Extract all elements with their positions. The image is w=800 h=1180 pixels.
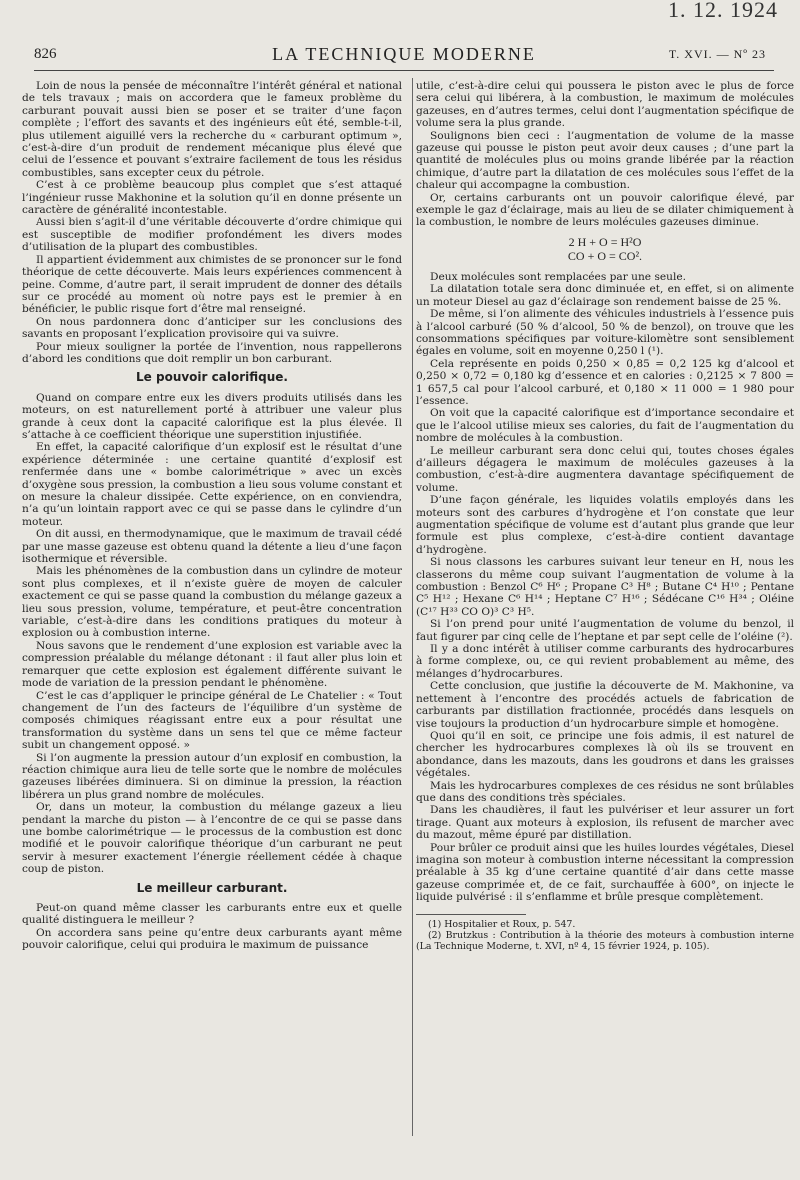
paragraph: Pour brûler ce produit ainsi que les huiles lourdes végétales, Diesel imagina son moteur à combustion interne nécessitant la compression préalable à 35 kg d’une certaine quantité d’air dans cette masse gazeuse comprimée et, de ce fait, surchauffée à 600°, on injecte le liquide pulvérisé : il s’enflamme et brûle presque complètement. [416,841,794,904]
paragraph: Soulignons bien ceci : l’augmentation de volume de la masse gazeuse qui pousse le piston peut avoir deux causes ; d’une part la quantité de molécules plus ou moins grande libérée par la réaction chimique, d’autre part la dilatation de ces molécules sous l’effet de la chaleur qui accompagne la combustion. [416,129,794,192]
paragraph: Cela représente en poids 0,250 × 0,85 = 0,2 125 kg d’alcool et 0,250 × 0,72 = 0,180 kg d’essence et en calories : 0,2125 × 7 800 = 1 657,5 cal pour l’alcool carburé, et 0,180 × 11 000 = 1 980 pour l’essence. [416,357,794,407]
paragraph: On voit que la capacité calorifique est d’importance secondaire et que le l’alcool utilise mieux ses calories, du fait de l’augmentation du nombre de molécules à la combustion. [416,407,794,445]
paragraph: Nous savons que le rendement d’une explosion est variable avec la compression préalable du mélange détonant : il faut aller plus loin et remarquer que cette explosion est également différente suivant le mode de variation de la pression pendant le phénomène. [22,639,402,690]
paragraph: Deux molécules sont remplacées par une seule. [430,270,686,283]
left-column [22,80,402,952]
paragraph: Le meilleur carburant sera donc celui qui, toutes choses égales d’ailleurs dégagera le maximum de molécules gazeuses à la combustion, c’est-à-dire augmentera davantage spécifiquement de volume. [416,444,794,494]
paragraph: C’est le cas d’appliquer le principe général de Le Chatelier : « Tout changement de l’un des facteurs de l’équilibre d’un système de composés chimiques réagissant entre eux a pour résultat une transformation du système dans un sens tel que ce même facteur subit un changement opposé. » [22,689,402,752]
paragraph: En effet, la capacité calorifique d’un explosif est le résultat d’une expérience déterminée : une certaine quantité d’explosif est renfermée dans une « bombe calorimétrique » avec un excès d’oxygène sous pression, la combustion a lieu sous volume constant et on mesure la chaleur dissipée. Cette expérience, on en conviendra, n’a qu’un lointain rapport avec ce qui se passe dans le cylindre d’un moteur. [22,441,402,528]
page-number: 826 [34,46,57,62]
paragraph: Quand on compare entre eux les divers produits utilisés dans les moteurs, on est naturellement porté à attribuer une valeur plus grande à ceux dont la capacité calorifique est la plus élevée. Il s’attache à ce coefficient théorique une superstition injustifiée. [22,391,402,441]
journal-title: LA TECHNIQUE MODERNE [272,44,536,64]
header-rule [34,70,774,71]
paragraph: C’est à ce problème beaucoup plus complet que s’est attaqué l’ingénieur russe Makhonine et la solution qu’il en donne présente un caractère de généralité incontestable. [22,179,402,217]
paragraph: Il appartient évidemment aux chimistes de se prononcer sur le fond théorique de cette découverte. Mais leurs expériences commencent à peine. Comme, d’autre part, il serait imprudent de donner des détails sur ce procédé au moment où notre pays est le premier à en bénéficier, le public risque fort d’être mal renseigné. [22,253,402,316]
paragraph: Cette conclusion, que justifie la découverte de M. Makhonine, va nettement à l’encontre des procédés actuels de fabrication de carburants par distillation fractionnée, procédés dans lesquels on vise toujours la production d’un hydrocarbure simple et homogène. [416,680,794,730]
paragraph: Quoi qu’il en soit, ce principe une fois admis, il est naturel de chercher les hydrocarbures complexes là où ils se trouvent en abondance, dans les mazouts, dans les goudrons et dans les graisses végétales. [416,729,794,780]
right-column [416,80,794,952]
paragraph: D’une façon générale, les liquides volatils employés dans les moteurs sont des carbures d’hydrogène et l’on constate que leur augmentation spécifique de volume est d’autant plus grande que leur formule est plus complexe, c’est-à-dire contient davantage d’hydrogène. [416,494,794,556]
paragraph: Si nous classons les carbures suivant leur teneur en H, nous les classerons du même coup suivant l’augmentation de volume à la combustion : Benzol C⁶ H⁶ ; Propane C³ H⁸ ; Butane C⁴ H¹⁰ ; Pentane C⁵ H¹² ; Hexane C⁶ H¹⁴ ; Heptane C⁷ H¹⁶ ; Sédécane C¹⁶ H³⁴ ; Oléine (C¹⁷ H³³ CO O)³ C³ H⁵. [416,556,794,618]
paragraph: Si l’on prend pour unité l’augmentation de volume du benzol, il faut figurer par cinq celle de l’heptane et par sept celle de l’oléine (²). [416,618,794,643]
paragraph: De même, si l’on alimente des véhicules industriels à l’essence puis à l’alcool carburé (50 % d’alcool, 50 % de benzol), on trouve que les consommations spécifiques par voiture-kilomètre sont sensiblement égales en volume, soit en moyenne 0,250 l (¹). [416,308,794,358]
paragraph: Dans les chaudières, il faut les pulvériser et leur assurer un fort tirage. Quant aux moteurs à explosion, ils refusent de marcher avec du mazout, même épuré par distillation. [416,804,794,842]
paragraph: Si l’on augmente la pression autour d’un explosif en combustion, la réaction chimique aura lieu de telle sorte que le nombre de molécules gazeuses libérées diminuera. Si on diminue la pression, la réaction libérera un plus grand nombre de molécules. [22,751,402,801]
paragraph: Aussi bien s’agit-il d’une véritable découverte d’ordre chimique qui est susceptible de modifier profondément les divers modes d’utilisation de la plupart des combustibles. [22,216,402,254]
volume-number: T. XVI. — Nº 23 [668,47,766,61]
chemical-equations [416,235,794,263]
footnote: (2) Brutzkus : Contribution à la théorie des moteurs à combustion interne (La Technique Moderne, t. XVI, nº 4, 15 février 1924, p. 105). [416,929,794,952]
section-heading: Le pouvoir calorifique. [136,370,288,385]
footnotes [416,919,794,952]
paragraph: On nous pardonnera donc d’anticiper sur les conclusions des savants en proposant l’explication provisoire qui va suivre. [22,315,402,341]
paragraph: Pour mieux souligner la portée de l’invention, nous rappellerons d’abord les conditions que doit remplir un bon carburant. [22,340,402,365]
paragraph: On dit aussi, en thermodynamique, que le maximum de travail cédé par une masse gazeuse est obtenu quand la détente a lieu d’une façon isothermique et réversible. [22,528,402,566]
paragraph: La dilatation totale sera donc diminuée et, en effet, si on alimente un moteur Diesel au gaz d’éclairage son rendement baisse de 25 %. [416,283,794,308]
footnote-rule [416,914,526,915]
date-stamp: 1. 12. 1924 [668,0,778,22]
equation: 2 H + O = H²O [568,234,642,249]
equation: CO + O = CO². [567,248,643,263]
paragraph: Loin de nous la pensée de méconnaître l’intérêt général et national de tels travaux ; mais on accordera que le fameux problème du carburant pouvait aussi bien se poser et se traiter d’une façon complète ; l’effort des savants et des ingénieurs eût été, semble-t-il, plus utilement aiguillé vers la recherche du « carburant optimum », c’est-à-dire d’un produit de rendement mécanique plus élevé que celui de l’essence et pouvant s’extraire facilement de tous les résidus combustibles, sans excepter ceux du pétrole. [22,80,402,179]
paragraph: Peut-on quand même classer les carburants entre eux et quelle qualité distinguera le meilleur ? [22,902,402,927]
paragraph: utile, c’est-à-dire celui qui poussera le piston avec le plus de force sera celui qui libérera, à la combustion, le maximum de molécules gazeuses, en d’autres termes, celui dont l’augmentation spécifique de volume sera la plus grande. [416,80,794,130]
section-heading: Le meilleur carburant. [136,880,288,895]
footnote: (1) Hospitalier et Roux, p. 547. [428,918,576,930]
column-divider [412,78,413,1136]
paragraph: Or, certains carburants ont un pouvoir calorifique élevé, par exemple le gaz d’éclairage, mais au lieu de se dilater chimiquement à la combustion, le nombre de leurs molécules gazeuses diminue. [416,191,794,229]
paragraph: On accordera sans peine qu’entre deux carburants ayant même pouvoir calorifique, celui qui produira le maximum de puissance [22,926,402,952]
paragraph: Mais les hydrocarbures complexes de ces résidus ne sont brûlables que dans des conditions très spéciales. [416,779,794,804]
paragraph: Or, dans un moteur, la combustion du mélange gazeux a lieu pendant la marche du piston — à l’encontre de ce qui se passe dans une bombe calorimétrique — le processus de la combustion est donc modifié et le pouvoir calorifique théorique d’un carburant ne peut servir à mesurer exactement l’énergie réellement cédée à chaque coup de piston. [22,801,402,876]
page-header [34,44,774,68]
paragraph: Mais les phénomènes de la combustion dans un cylindre de moteur sont plus complexes, et il n’existe guère de moyen de calculer exactement ce qui se passe quand la combustion du mélange gazeux a lieu sous pression, volume, température, et peut-être concentration variable, c’est-à-dire dans les conditions pratiques du moteur à explosion ou à combustion interne. [22,565,402,640]
paragraph: Il y a donc intérêt à utiliser comme carburants des hydrocarbures à forme complexe, ou, ce qui revient probablement au même, des mélanges d’hydrocarbures. [416,643,794,680]
